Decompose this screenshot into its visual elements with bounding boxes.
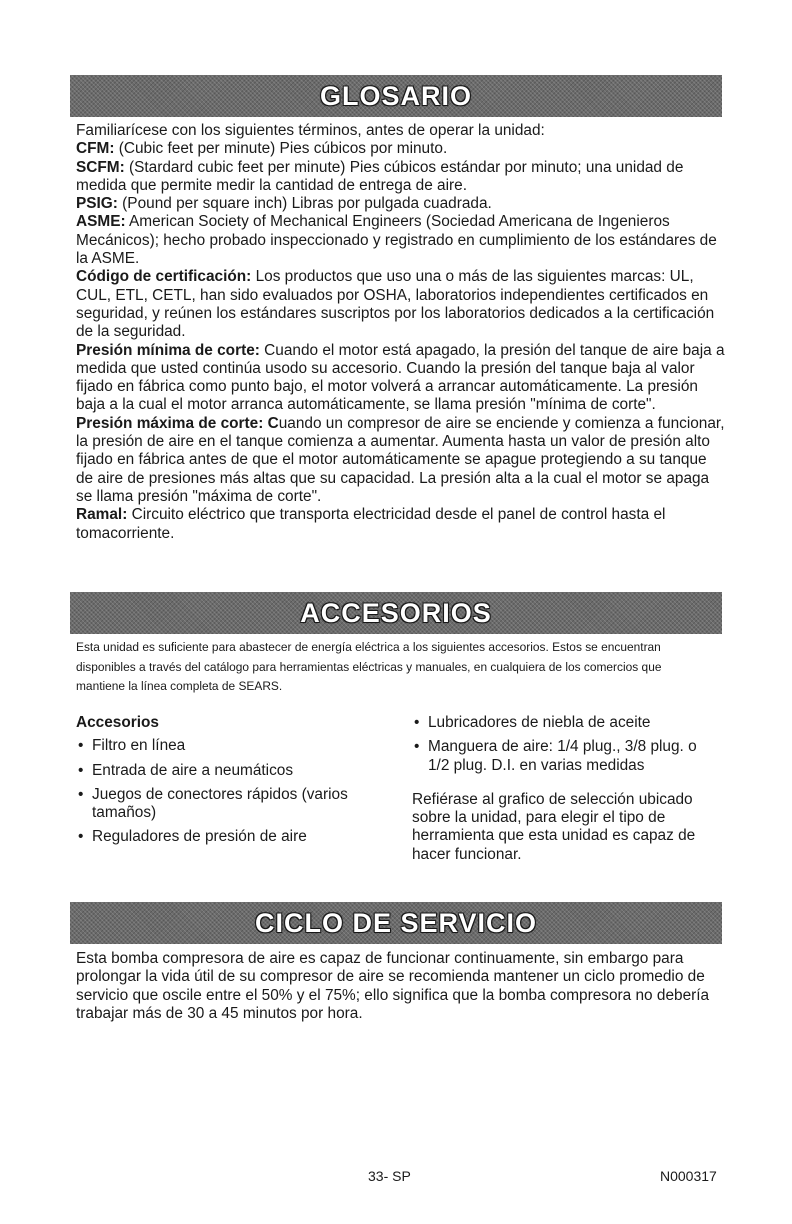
glossary-definition: uando un compresor de aire se enciende y comienza a funcionar, la presión de aire en el tanque comienza a aumentar. Aumenta hasta un valor de presión alto fijado en fábrica antes de que el motor automáticamente se apague protegiendo a su tanque de aire de presiones más altas que su capacidad. La presión alta a la cual el motor se apaga se llama presión "máxima de corte". (76, 414, 725, 505)
glossary-definition: Los productos que uso una o más de las siguientes marcas: UL, CUL, ETL, CETL, han sido evaluados por OSHA, laboratorios independientes certificados en seguridad, y reúnen los estándares suscriptos por los laboratorios dedicados a la certificación de la seguridad. (76, 268, 715, 341)
glossary-definition: Circuito eléctrico que transporta electricidad desde el panel de control hasta el tomacorriente. (76, 506, 666, 542)
accessories-left-column (76, 714, 376, 853)
glossary-body (76, 122, 726, 543)
glossary-entry-presion-maxima (76, 415, 726, 506)
accesorios-title: ACCESORIOS (300, 597, 492, 628)
glossary-entry-codigo (76, 268, 726, 341)
glossary-intro: Familiarícese con los siguientes términos, antes de operar la unidad: (76, 122, 545, 139)
document-code: N000317 (660, 1168, 717, 1184)
ciclo-title: CICLO DE SERVICIO (254, 907, 538, 938)
ciclo-banner (70, 902, 722, 944)
glosario-banner (70, 75, 722, 117)
list-item: • Juegos de conectores rápidos (varios tamaños) (78, 785, 348, 822)
list-item: • Entrada de aire a neumáticos (78, 761, 294, 779)
accessories-list-left (76, 737, 376, 846)
bullet-icon: • (78, 761, 84, 779)
glosario-title: GLOSARIO (319, 80, 472, 111)
page-number: 33- SP (368, 1168, 411, 1184)
glossary-entry-scfm (76, 159, 726, 196)
glossary-definition: (Stardard cubic feet per minute) Pies cúbicos estándar por minuto; una unidad de medida que permite medir la cantidad de entrega de aire. (76, 158, 684, 194)
glossary-entry-ramal (76, 506, 726, 543)
bullet-icon: • (78, 828, 84, 846)
glossary-definition: (Cubic feet per minute) Pies cúbicos por minuto. (114, 140, 448, 158)
glossary-entry-psig (76, 195, 726, 213)
accessories-intro: Esta unidad es suficiente para abastecer de energía eléctrica a los siguientes accesorios. Estos se encuentran disponibles a través del catálogo para herramientas eléctricas y manuales, en cualquiera de los comercios que mantiene la línea completa de SEARS. (76, 640, 662, 693)
glossary-term: Código de certificación: (76, 268, 252, 286)
accessories-heading: Accesorios (76, 714, 159, 731)
glossary-definition: Cuando el motor está apagado, la presión del tanque de aire baja a medida que usted continúa usodo su accesorio. Cuando la presión del tanque baja al valor fijado en fábrica como punto bajo, el motor volverá a arrancar automáticamente. La presión baja a la cual el motor arranca automáticamente, se llama presión "mínima de corte". (76, 341, 725, 414)
glossary-entry-presion-minima (76, 342, 726, 415)
glossary-term: Presión mínima de corte: (76, 341, 260, 359)
glossary-term: PSIG: (76, 195, 118, 213)
list-item: • Filtro en línea (78, 737, 186, 755)
glossary-term: ASME: (76, 213, 126, 231)
glossary-term: CFM: (76, 140, 115, 158)
bullet-icon: • (78, 737, 84, 755)
accesorios-banner (70, 592, 722, 634)
glossary-term: Presión máxima de corte: C (76, 414, 279, 432)
list-item: • Lubricadores de niebla de aceite (414, 714, 651, 731)
accessories-list-right (412, 714, 722, 775)
bullet-icon: • (414, 714, 420, 731)
list-item: • Manguera de aire: 1/4 plug., 3/8 plug. o 1/2 plug. D.I. en varias medidas (414, 738, 697, 774)
duty-cycle-text: Esta bomba compresora de aire es capaz de funcionar continuamente, sin embargo para prolongar la vida útil de su compresor de aire se recomienda mantener un ciclo promedio de servicio que oscile entre el 50% y el 75%; ello significa que la bomba compresora no debería trabajar más de 30 a 45 minutos por hora. (76, 950, 710, 1022)
glossary-term: Ramal: (76, 506, 128, 524)
bullet-icon: • (78, 785, 84, 803)
accessories-right-column (412, 714, 722, 864)
list-item: • Reguladores de presión de aire (78, 828, 307, 846)
bullet-icon: • (414, 738, 420, 756)
glossary-definition: American Society of Mechanical Engineers (Sociedad Americana de Ingenieros Mecánicos); hecho probado inspeccionado y registrado en cumplimiento de los estándares de la ASME. (76, 213, 717, 268)
accessories-note: Refiérase al grafico de selección ubicado sobre la unidad, para elegir el tipo de herramienta que esta unidad es capaz de hacer funcionar. (412, 790, 696, 863)
glossary-entry-asme (76, 213, 726, 268)
glossary-entry-cfm (76, 140, 726, 158)
glossary-definition: (Pound per square inch) Libras por pulgada cuadrada. (117, 195, 492, 213)
glossary-term: SCFM: (76, 158, 125, 176)
